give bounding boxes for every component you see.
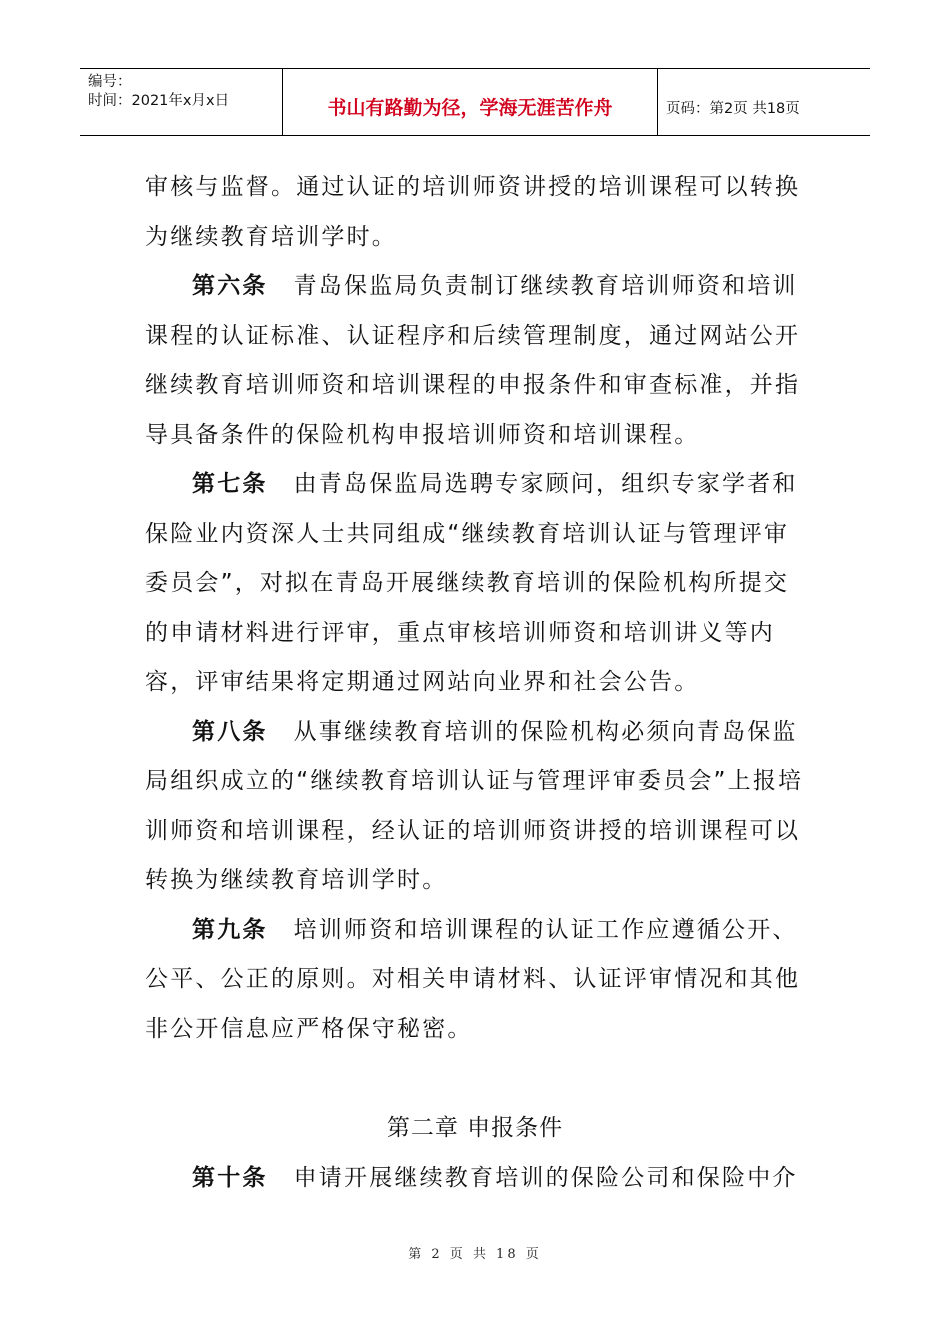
header-meta [80,69,283,135]
article-text: 由青岛保监局选聘专家顾问，组织专家学者和保险业内资深人士共同组成“继续教育培训认证与管理评审委员会”，对拟在青岛开展继续教育培训的保险机构所提交的申请材料进行评审，重点审核培训师资和培训讲义等内容，评审结果将定期通过网站向业界和社会公告。 [145,471,798,695]
page-footer: 第 2 页 共 18 页 [408,1247,542,1262]
article-10 [145,1154,805,1204]
chapter-title: 第二章 申报条件 [386,1115,564,1141]
article-7 [145,460,805,708]
doc-time-label: 时间：2021年x月x日 [88,93,230,109]
article-8 [145,708,805,906]
article-number: 第十条 [192,1164,268,1191]
header-motto: 书山有路勤为径，学海无涯苦作舟 [283,69,658,135]
article-text: 青岛保监局负责制订继续教育培训师资和培训课程的认证标准、认证程序和后续管理制度，通过网站公开继续教育培训师资和培训课程的申报条件和审查标准，并指导具备条件的保险机构申报培训师资和培训课程。 [145,273,801,448]
header-page-info: 页码：第2页 共18页 [666,100,800,117]
doc-number-label: 编号： [88,74,132,90]
paragraph-continuation [145,163,805,262]
article-6 [145,262,805,460]
article-number: 第六条 [192,273,268,299]
article-number: 第八条 [192,718,268,745]
article-number: 第九条 [192,916,268,943]
page-header [80,68,870,136]
article-9 [145,906,805,1055]
article-text: 申请开展继续教育培训的保险公司和保险中介 [293,1164,798,1191]
document-body [145,163,805,1203]
article-text: 从事继续教育培训的保险机构必须向青岛保监局组织成立的“继续教育培训认证与管理评审委员会”上报培训师资和培训课程，经认证的培训师资讲授的培训课程可以转换为继续教育培训学时。 [145,718,804,893]
article-text: 培训师资和培训课程的认证工作应遵循公开、公平、公正的原则。对相关申请材料、认证评审情况和其他非公开信息应严格保守秘密。 [145,916,801,1042]
article-number: 第七条 [192,471,268,497]
paragraph-text: 审核与监督。通过认证的培训师资讲授的培训课程可以转换为继续教育培训学时。 [145,174,801,250]
